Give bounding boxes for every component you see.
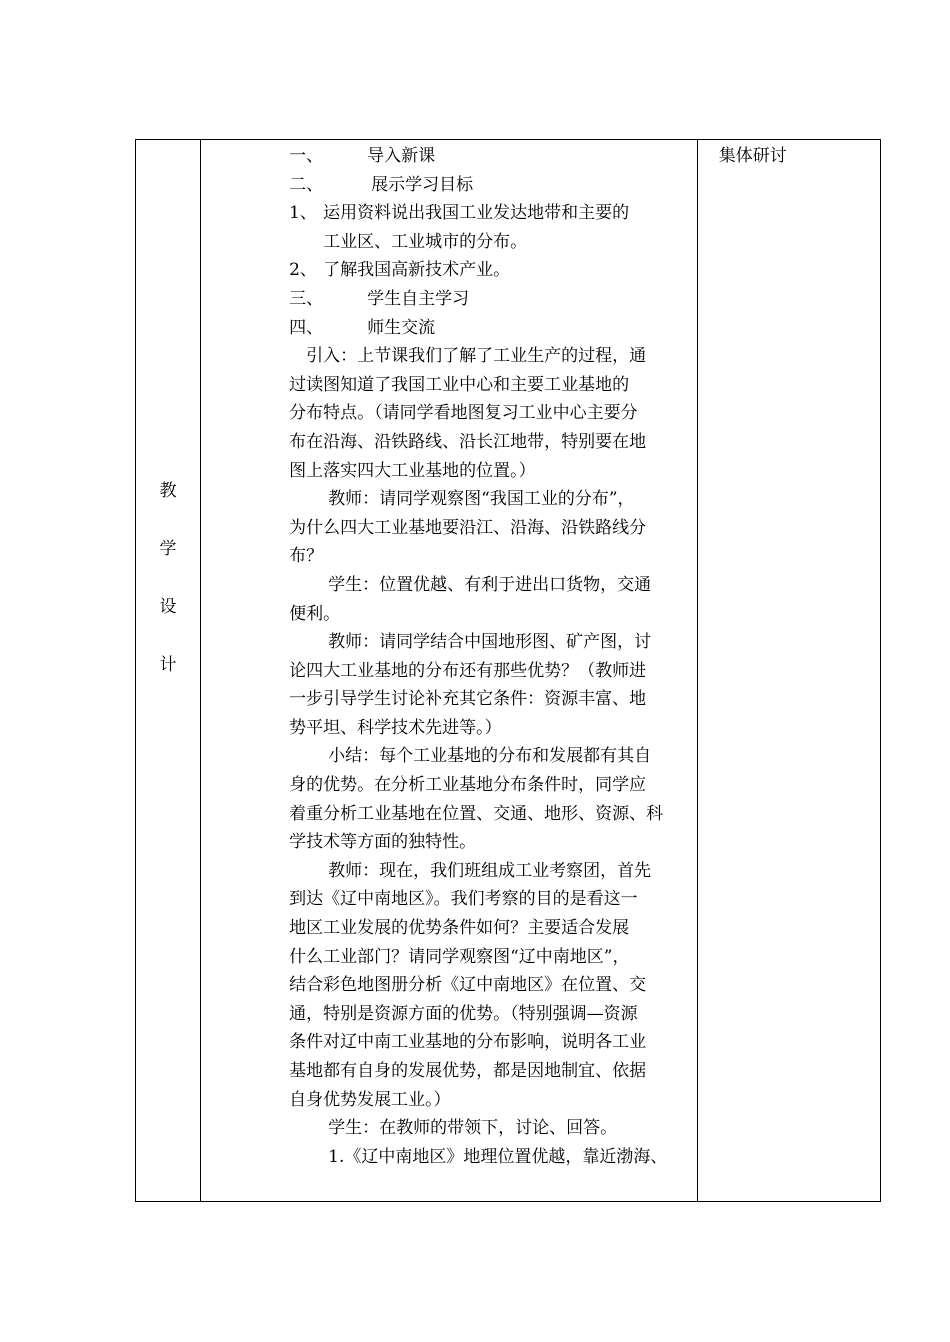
text-line: 势平坦、科学技术先进等。） [289,717,502,738]
section-heading: 三、 学生自主学习 [289,288,470,309]
text-line: 论四大工业基地的分布还有那些优势？（教师进 [289,660,647,681]
text-line: 通，特别是资源方面的优势。（特别强调—资源 [289,1003,638,1024]
goal-item-continuation: 工业区、工业城市的分布。 [323,231,528,252]
text-line: 条件对辽中南工业基地的分布影响，说明各工业 [289,1032,647,1053]
text-line: 教师：请同学观察图“我国工业的分布”， [328,489,635,510]
section-heading: 一、 导入新课 [289,146,436,166]
text-line: 布在沿海、沿铁路线、沿长江地带，特别要在地 [289,431,647,452]
goal-item: 2、 了解我国高新技术产业。 [289,260,511,281]
text-line: 学生：位置优越、有利于进出口货物，交通 [328,574,652,595]
section-heading: 四、 师生交流 [289,317,436,338]
text-line: 学技术等方面的独特性。 [289,832,477,853]
text-line: 学生：在教师的带领下，讨论、回答。 [328,1118,618,1139]
paragraph-summary [289,742,687,856]
text-line: 引入：上节课我们了解了工业生产的过程，通 [306,346,647,367]
text-line: 教师：请同学结合中国地形图、矿产图，讨 [328,632,652,653]
lesson-content-cell [201,140,698,1202]
text-line: 基地都有自身的发展优势，都是因地制宜、依据 [289,1061,647,1081]
text-line: 过读图知道了我国工业中心和主要工业基地的 [289,374,630,395]
note-text: 集体研讨 [718,146,787,166]
text-line: 分布特点。（请同学看地图复习工业中心主要分 [289,403,638,424]
paragraph-point-1 [289,1143,687,1172]
text-line: 自身优势发展工业。） [289,1089,451,1110]
paragraph-student-2 [289,1114,687,1143]
text-line: 地区工业发展的优势条件如何？主要适合发展 [289,918,630,939]
goal-item: 1、 运用资料说出我国工业发达地带和主要的 [289,203,630,224]
row-label-char: 计 [159,655,177,675]
text-line: 图上落实四大工业基地的位置。） [289,460,536,481]
paragraph-teacher-3 [289,857,687,1114]
row-label-cell [136,140,201,1202]
text-line: 小结：每个工业基地的分布和发展都有其自 [328,746,652,767]
text-line: 一步引导学生讨论补充其它条件：资源丰富、地 [289,689,647,710]
row-label-char: 设 [159,597,177,617]
paragraph-teacher-2 [289,628,687,742]
paragraph-student-1 [289,571,687,628]
text-line: 布？ [289,546,324,567]
note-cell [697,140,880,1202]
text-line: 身的优势。在分析工业基地分布条件时，同学应 [289,775,647,796]
lesson-design-table [135,139,881,1202]
text-line: 到达《辽中南地区》。我们考察的目的是看这一 [289,889,638,910]
row-label-char: 教 [159,481,177,501]
text-line: 1.《辽中南地区》地理位置优越，靠近渤海、 [328,1146,668,1167]
text-line: 为什么四大工业基地要沿江、沿海、沿铁路线分 [289,517,647,538]
text-line: 教师：现在，我们班组成工业考察团，首先 [328,860,652,881]
text-line: 结合彩色地图册分析《辽中南地区》在位置、交 [289,975,647,996]
row-label-char: 学 [159,539,177,559]
table-row [136,140,881,1202]
text-line: 便利。 [289,603,341,624]
paragraph-intro [289,342,687,485]
row-label [136,480,200,712]
paragraph-teacher-1 [289,485,687,571]
text-line: 着重分析工业基地在位置、交通、地形、资源、科 [289,803,664,824]
section-heading: 二、 展示学习目标 [289,174,474,195]
text-line: 什么工业部门？请同学观察图“辽中南地区”， [289,946,630,967]
